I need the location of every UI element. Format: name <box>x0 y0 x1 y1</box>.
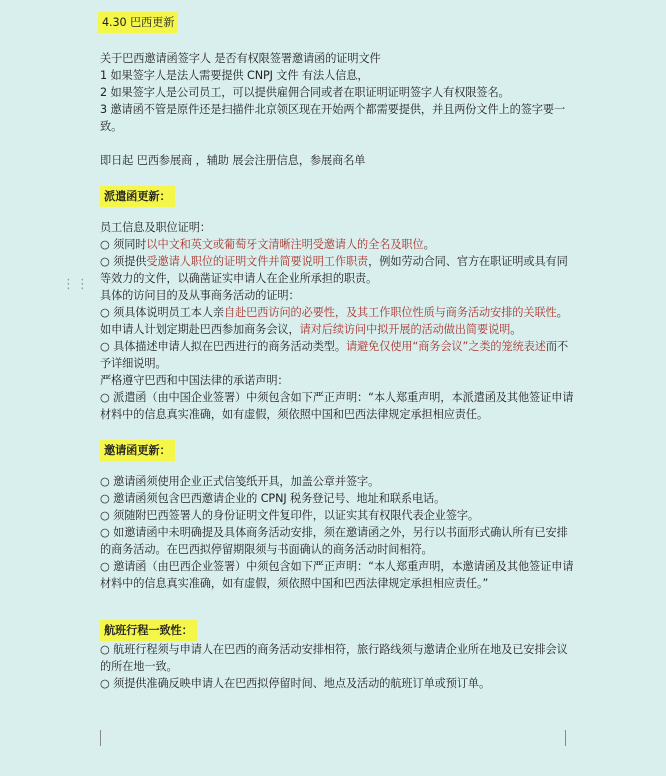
document-body <box>100 12 575 692</box>
invitation-item-3: ○ 须随附巴西签署人的身份证明文件复印件，以证实其有权限代表企业签字。 <box>100 509 480 522</box>
dispatch-bullet-3: ○ 须具体说明员工本人亲自赴巴西访问的必要性，及其工作职位性质与商务活动安排的关联性。如申请人计划定期赴巴西参加商务会议，请对后续访问中拟开展的活动做出简要说明。 <box>100 306 568 336</box>
invitation-item-5: ○ 邀请函（由巴西企业签署）中须包含如下严正声明：“本人郑重声明，本邀请函及其他签证申请材料中的信息真实准确，如有虚假，须依照中国和巴西法律规定承担相应责任。” <box>100 560 574 590</box>
dispatch-bullet-5: ○ 派遣函（由中国企业签署）中须包含如下严正声明：“本人郑重声明，本派遣函及其他签证申请材料中的信息真实准确，如有虚假，须依照中国和巴西法律规定承担相应责任。 <box>100 391 574 421</box>
flight-item-1: ○ 航班行程须与申请人在巴西的商务活动安排相符，旅行路线须与邀请企业所在地及已安排会议的所在地一致。 <box>100 643 568 673</box>
dispatch-bullet-1: ○ 须同时以中文和英文或葡萄牙文清晰注明受邀请人的全名及职位。 <box>100 238 435 251</box>
crop-mark-right <box>565 730 566 746</box>
intro-item-2: 2 如果签字人是公司员工，可以提供雇佣合同或者在职证明证明签字人有权限签名。 <box>100 86 510 99</box>
crop-mark-left <box>100 730 101 746</box>
intro-item-3: 3 邀请函不管是原件还是扫描件北京领区现在开始两个都需要提供，并且两份文件上的签字要一致。 <box>100 103 566 133</box>
flight-item-2: ○ 须提供准确反映申请人在巴西拟停留时间、地点及活动的航班订单或预订单。 <box>100 677 491 690</box>
intro-heading: 关于巴西邀请函签字人 是否有权限签署邀请函的证明文件 <box>100 52 381 65</box>
dispatch-bullet-2: ○ 须提供受邀请人职位的证明文件并简要说明工作职责，例如劳动合同、官方在职证明或具有同等效力的文件，以确凿证实申请人在企业所承担的职责。 <box>100 255 568 285</box>
intro-note: 即日起 巴西参展商 ，辅助 展会注册信息，参展商名单 <box>100 154 366 167</box>
dispatch-bullet-4: ○ 具体描述申请人拟在巴西进行的商务活动类型。请避免仅使用“商务会议”之类的笼统表述而不予详细说明。 <box>100 340 569 370</box>
drag-handle-icon[interactable]: ⋮⋮ <box>62 277 90 292</box>
invitation-item-4: ○ 如邀请函中未明确提及具体商务活动安排，须在邀请函之外，另行以书面形式确认所有已安排的商务活动。在巴西拟停留期限须与书面确认的商务活动时间相符。 <box>100 526 568 556</box>
dispatch-sub-heading-2: 具体的访问目的及从事商务活动的证明： <box>100 289 300 302</box>
invitation-item-2: ○ 邀请函须包含巴西邀请企业的 CPNJ 税务登记号、地址和联系电话。 <box>100 492 446 505</box>
invitation-item-1: ○ 邀请函须使用企业正式信笺纸开具，加盖公章并签字。 <box>100 475 380 488</box>
section-title-dispatch: 派遣函更新： <box>100 186 175 207</box>
dispatch-sub-heading-1: 员工信息及职位证明： <box>100 221 211 234</box>
page-title: 4.30 巴西更新 <box>98 12 178 33</box>
section-title-flight: 航班行程一致性： <box>100 620 197 641</box>
section-title-invitation: 邀请函更新： <box>100 440 175 461</box>
intro-item-1: 1 如果签字人是法人需要提供 CNPJ 文件 有法人信息， <box>100 69 369 82</box>
dispatch-sub-heading-3: 严格遵守巴西和中国法律的承诺声明： <box>100 374 289 387</box>
